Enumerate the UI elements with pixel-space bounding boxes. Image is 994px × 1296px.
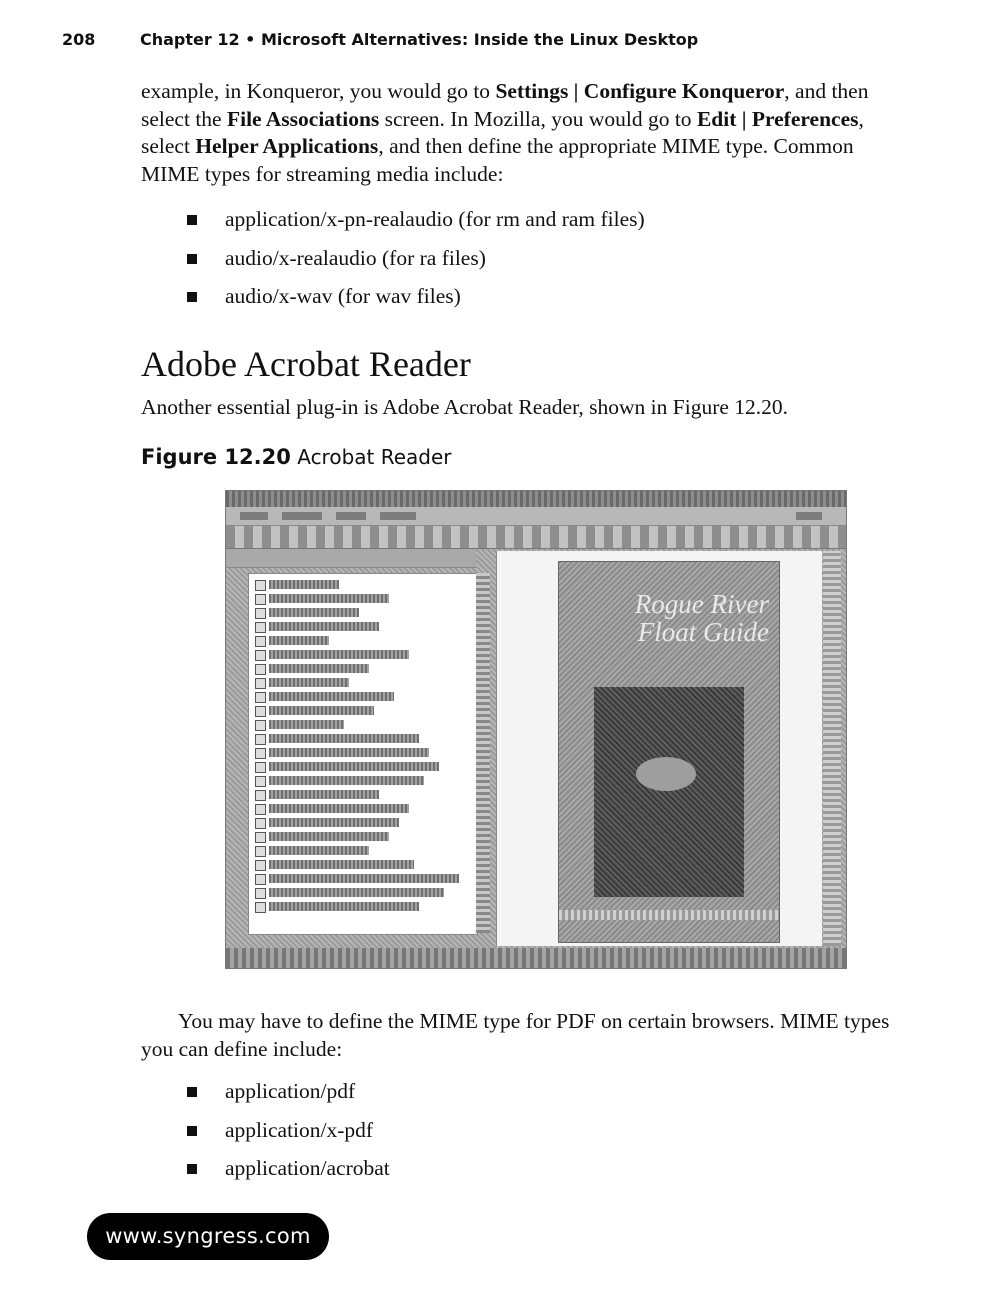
para1-text-1: example, in Konqueror, you would go to bbox=[141, 79, 496, 103]
para1-text-5: , and then define the appropriate MIME type. Common MIME types for streaming media include: bbox=[141, 134, 854, 186]
pdf-mime-list bbox=[183, 1078, 390, 1194]
chapter-title: Chapter 12 • Microsoft Alternatives: Inside the Linux Desktop bbox=[140, 30, 699, 49]
screenshot-scrollbar-right bbox=[823, 551, 841, 946]
menu-path-settings: Settings | Configure Konqueror bbox=[495, 79, 785, 103]
screenshot-book-cover bbox=[558, 561, 780, 943]
list-item-text: application/acrobat bbox=[225, 1156, 390, 1180]
bullet-icon bbox=[187, 1087, 197, 1097]
list-item-text: application/pdf bbox=[225, 1079, 356, 1103]
figure-caption bbox=[141, 445, 452, 469]
para1-text-4: , select bbox=[141, 106, 864, 158]
file-associations-label: File Associations bbox=[226, 106, 380, 131]
section-intro: Another essential plug-in is Adobe Acrobat Reader, shown in Figure 12.20. bbox=[141, 395, 789, 419]
bullet-icon bbox=[187, 254, 197, 264]
screenshot-bookmarks-pane bbox=[248, 573, 478, 935]
screenshot-toolbar bbox=[226, 526, 846, 549]
screenshot-title-bar bbox=[226, 491, 846, 507]
cover-title bbox=[559, 590, 769, 646]
publisher-url-badge: www.syngress.com bbox=[87, 1213, 329, 1260]
list-item-text: audio/x-wav (for wav files) bbox=[225, 284, 461, 308]
para1-text-2: , and then select the bbox=[141, 79, 869, 131]
screenshot-bookmarks-toolbar bbox=[226, 549, 476, 568]
acrobat-reader-screenshot bbox=[225, 490, 847, 969]
list-item-text: application/x-pn-realaudio (for rm and ram files) bbox=[225, 207, 645, 231]
cover-photo-highlight bbox=[636, 757, 696, 791]
bullet-icon bbox=[187, 215, 197, 225]
helper-applications-label: Helper Applications bbox=[195, 134, 379, 158]
bullet-icon bbox=[187, 292, 197, 302]
running-head bbox=[62, 30, 698, 49]
list-item bbox=[183, 1117, 390, 1156]
section-heading: Adobe Acrobat Reader bbox=[141, 344, 471, 384]
list-item bbox=[183, 1078, 390, 1117]
figure-number: Figure 12.20 bbox=[141, 445, 291, 469]
paragraph-mime-intro bbox=[141, 78, 911, 188]
screenshot-status-bar bbox=[226, 948, 846, 968]
menu-path-edit: Edit | Preferences bbox=[696, 106, 859, 131]
paragraph-pdf-mime: You may have to define the MIME type for PDF on certain browsers. MIME types you can define include: bbox=[141, 1009, 890, 1061]
cover-photo bbox=[594, 687, 744, 897]
bullet-icon bbox=[187, 1126, 197, 1136]
list-item-text: application/x-pdf bbox=[225, 1117, 374, 1142]
figure-title: Acrobat Reader bbox=[297, 445, 452, 469]
list-item bbox=[183, 206, 645, 245]
list-item bbox=[183, 1155, 390, 1194]
bullet-icon bbox=[187, 1164, 197, 1174]
list-item-text: audio/x-realaudio (for ra files) bbox=[225, 245, 486, 270]
page-number: 208 bbox=[62, 30, 96, 49]
cover-footer-text bbox=[559, 910, 779, 920]
list-item bbox=[183, 283, 645, 322]
cover-title-line-2: Float Guide bbox=[637, 617, 769, 647]
cover-title-line-1: Rogue River bbox=[634, 589, 769, 619]
screenshot-menu-bar bbox=[226, 507, 846, 526]
screenshot-scrollbar bbox=[476, 573, 490, 933]
para1-text-3: screen. In Mozilla, you would go to bbox=[379, 106, 697, 131]
streaming-mime-list bbox=[183, 206, 645, 322]
list-item bbox=[183, 245, 645, 284]
